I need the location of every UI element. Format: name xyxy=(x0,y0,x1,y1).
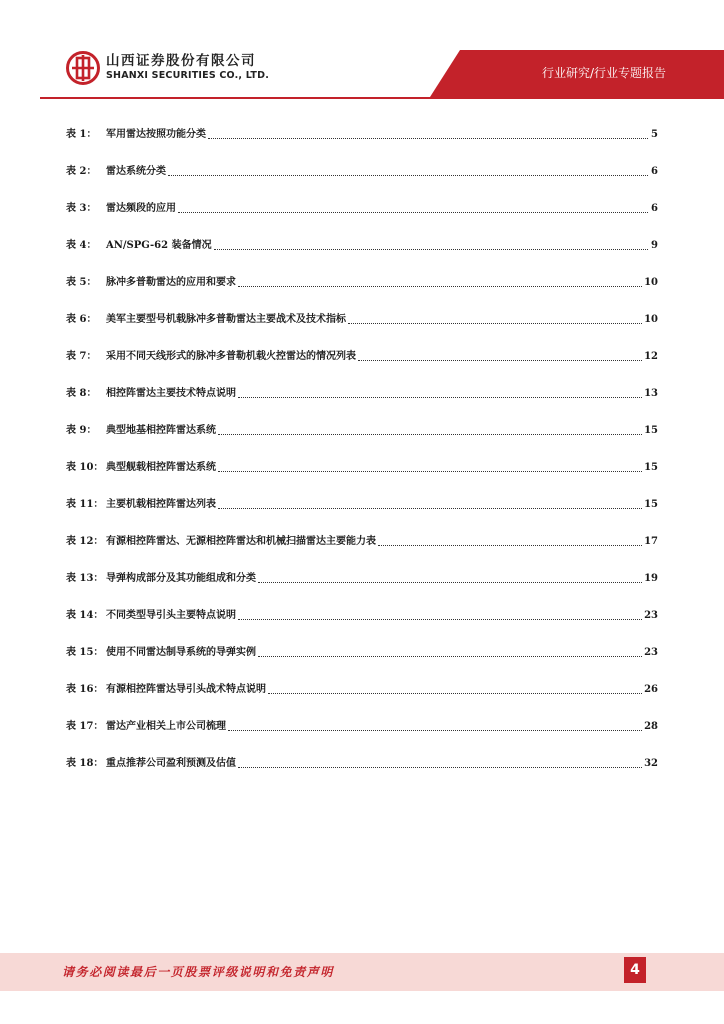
toc-entry-title: 使用不同雷达制导系统的导弹实例 xyxy=(106,647,256,658)
toc-entry-title: 采用不同天线形式的脉冲多普勒机载火控雷达的情况列表 xyxy=(106,351,356,362)
toc-entry-number: 表 17： xyxy=(66,721,104,732)
toc-entry[interactable] xyxy=(66,461,658,498)
toc-entry[interactable] xyxy=(66,202,658,239)
toc-entry-page: 17 xyxy=(644,536,658,547)
toc-entry-number: 表 14： xyxy=(66,610,104,621)
toc-entry-page: 5 xyxy=(651,129,658,140)
toc-entry-title: 主要机载相控阵雷达列表 xyxy=(106,499,216,510)
toc-entry-number: 表 6： xyxy=(66,314,97,325)
toc-entry-title: 有源相控阵雷达导引头战术特点说明 xyxy=(106,684,266,695)
toc-entry-number: 表 13： xyxy=(66,573,104,584)
page-header xyxy=(0,0,724,100)
toc-entry-page: 6 xyxy=(651,203,658,214)
toc-entry-page: 6 xyxy=(651,166,658,177)
toc-entry[interactable] xyxy=(66,276,658,313)
toc-entry-number: 表 15： xyxy=(66,647,104,658)
toc-dot-leader xyxy=(178,202,648,213)
toc-dot-leader xyxy=(214,239,648,250)
shanxi-securities-logo-icon xyxy=(66,51,100,85)
toc-dot-leader xyxy=(258,572,642,583)
toc-entry-number: 表 16： xyxy=(66,684,104,695)
toc-entry-title: 美军主要型号机载脉冲多普勒雷达主要战术及技术指标 xyxy=(106,314,346,325)
toc-entry-page: 26 xyxy=(644,684,658,695)
toc-entry-page: 9 xyxy=(651,240,658,251)
toc-dot-leader xyxy=(218,424,642,435)
toc-entry-title: 重点推荐公司盈利预测及估值 xyxy=(106,758,236,769)
header-divider xyxy=(40,97,724,99)
toc-entry[interactable] xyxy=(66,424,658,461)
toc-entry[interactable] xyxy=(66,165,658,202)
toc-entry[interactable] xyxy=(66,535,658,572)
toc-entry-page: 10 xyxy=(644,277,658,288)
toc-entry-number: 表 7： xyxy=(66,351,97,362)
toc-entry[interactable] xyxy=(66,646,658,683)
toc-entry[interactable] xyxy=(66,572,658,609)
toc-entry-number: 表 3： xyxy=(66,203,97,214)
toc-entry[interactable] xyxy=(66,498,658,535)
toc-dot-leader xyxy=(208,128,648,139)
toc-entry-number: 表 11： xyxy=(66,499,104,510)
toc-entry[interactable] xyxy=(66,609,658,646)
toc-entry-title: 雷达产业相关上市公司梳理 xyxy=(106,721,226,732)
toc-dot-leader xyxy=(358,350,642,361)
toc-entry-title: 不同类型导引头主要特点说明 xyxy=(106,610,236,621)
toc-entry-title: 典型地基相控阵雷达系统 xyxy=(106,425,216,436)
company-name-en: SHANXI SECURITIES CO., LTD. xyxy=(106,70,270,81)
toc-entry[interactable] xyxy=(66,683,658,720)
toc-entry-title: 脉冲多普勒雷达的应用和要求 xyxy=(106,277,236,288)
toc-entry-page: 13 xyxy=(644,388,658,399)
toc-entry-title: 军用雷达按照功能分类 xyxy=(106,129,206,140)
toc-entry[interactable] xyxy=(66,387,658,424)
toc-entry-page: 15 xyxy=(644,499,658,510)
toc-entry[interactable] xyxy=(66,128,658,165)
toc-entry-number: 表 4： xyxy=(66,240,97,251)
footer-disclaimer: 请务必阅读最后一页股票评级说明和免责声明 xyxy=(62,965,335,979)
company-name-cn: 山西证券股份有限公司 xyxy=(106,53,256,69)
toc-dot-leader xyxy=(348,313,642,324)
toc-dot-leader xyxy=(228,720,642,731)
table-of-tables xyxy=(66,128,658,794)
toc-entry-page: 15 xyxy=(644,425,658,436)
toc-dot-leader xyxy=(218,461,642,472)
toc-entry-number: 表 1： xyxy=(66,129,97,140)
report-type-title: 行业研究/行业专题报告 xyxy=(541,66,666,80)
toc-entry-number: 表 12： xyxy=(66,536,104,547)
toc-entry-number: 表 9： xyxy=(66,425,97,436)
toc-entry-page: 10 xyxy=(644,314,658,325)
toc-entry[interactable] xyxy=(66,313,658,350)
toc-entry-page: 32 xyxy=(644,758,658,769)
toc-dot-leader xyxy=(238,609,642,620)
toc-entry-title: 导弹构成部分及其功能组成和分类 xyxy=(106,573,256,584)
toc-entry-title: 相控阵雷达主要技术特点说明 xyxy=(106,388,236,399)
toc-entry[interactable] xyxy=(66,350,658,387)
toc-entry-page: 28 xyxy=(644,721,658,732)
toc-entry-page: 19 xyxy=(644,573,658,584)
toc-dot-leader xyxy=(168,165,648,176)
toc-entry-number: 表 5： xyxy=(66,277,97,288)
toc-dot-leader xyxy=(258,646,642,657)
toc-dot-leader xyxy=(378,535,642,546)
toc-dot-leader xyxy=(238,387,642,398)
toc-entry-number: 表 2： xyxy=(66,166,97,177)
toc-entry-page: 12 xyxy=(644,351,658,362)
toc-entry[interactable] xyxy=(66,720,658,757)
page-number: 4 xyxy=(624,957,646,983)
toc-entry-title: 有源相控阵雷达、无源相控阵雷达和机械扫描雷达主要能力表 xyxy=(106,536,376,547)
toc-entry-page: 23 xyxy=(644,610,658,621)
toc-dot-leader xyxy=(218,498,642,509)
toc-entry-number: 表 18： xyxy=(66,758,104,769)
toc-dot-leader xyxy=(238,757,642,768)
toc-dot-leader xyxy=(268,683,642,694)
toc-entry-page: 15 xyxy=(644,462,658,473)
toc-entry-number: 表 10： xyxy=(66,462,104,473)
company-logo xyxy=(66,50,269,86)
toc-entry-number: 表 8： xyxy=(66,388,97,399)
toc-entry-title: 雷达系统分类 xyxy=(106,166,166,177)
toc-entry-title: AN/SPG-62 装备情况 xyxy=(106,240,212,251)
toc-entry-page: 23 xyxy=(644,647,658,658)
toc-entry[interactable] xyxy=(66,757,658,794)
toc-entry-title: 雷达频段的应用 xyxy=(106,203,176,214)
toc-dot-leader xyxy=(238,276,642,287)
toc-entry-title: 典型舰载相控阵雷达系统 xyxy=(106,462,216,473)
toc-entry[interactable] xyxy=(66,239,658,276)
